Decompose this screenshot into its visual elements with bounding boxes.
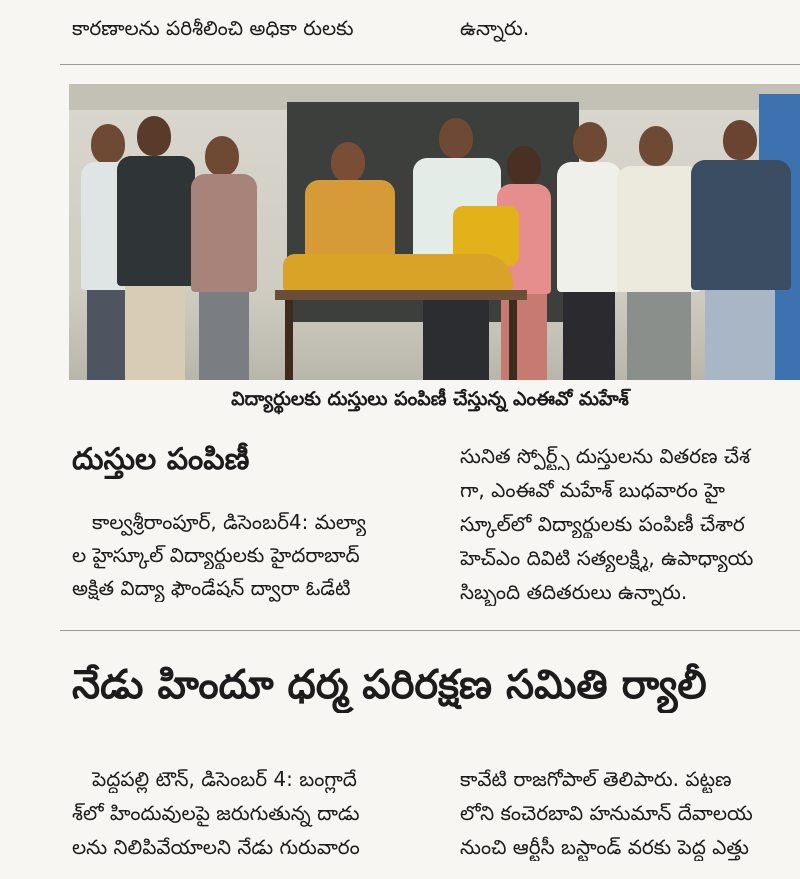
article-1-right-line: స్కూల్‌లో విద్యార్థులకు పంపిణీ చేశార <box>460 512 745 536</box>
article-2-right-line: కావేటి రాజగోపాల్ తెలిపారు. పట్టణ <box>460 767 732 791</box>
article-1-left-line: కాల్వశ్రీరాంపూర్, డిసెంబర్4: మల్యా <box>92 510 367 534</box>
news-photo <box>69 84 800 380</box>
article-2-left-line: పెద్దపల్లి టౌన్, డిసెంబర్ 4: బంగ్లాదే <box>92 767 357 791</box>
prev-article-right-line: ఉన్నారు. <box>460 16 530 40</box>
article-2-left-line: శ్‌లో హిందువులపై జరుగుతున్న దాడు <box>72 801 360 825</box>
article-1-left-line: అక్షిత విద్యా ఫౌండేషన్ ద్వారా ఓడేటి <box>72 576 351 600</box>
photo-caption: విద్యార్థులకు దుస్తులు పంపిణీ చేస్తున్న ఎంఈవో మహేశ్ <box>231 388 629 410</box>
clothes-pile <box>283 254 513 292</box>
article-2-headline: నేడు హిందూ ధర్మ పరిరక్షణ సమితి ర్యాలీ <box>72 662 707 708</box>
article-1-right-line: సునిత స్పోర్ట్స్ దుస్తులను వితరణ చేశ <box>460 444 751 468</box>
prev-article-left-line: కారణాలను పరిశీలించి అధికా రులకు <box>72 16 354 40</box>
article-2-right-line: లోని కంచెరబావి హనుమాన్ దేవాలయ <box>460 801 753 825</box>
section-divider <box>60 64 800 65</box>
article-1-left-line: ల హైస్కూల్ విద్యార్థులకు హైదరాబాద్ <box>72 543 360 567</box>
table <box>275 290 527 300</box>
article-2-right-line: నుంచి ఆర్టీసీ బస్టాండ్ వరకు పెద్ద ఎత్తు <box>460 835 749 859</box>
article-2-left-line: లను నిలిపివేయాలని నేడు గురువారం <box>72 835 360 859</box>
article-1-right-line: హెచ్ఎం దివిటి సత్యలక్ష్మి, ఉపాధ్యాయ <box>460 546 754 570</box>
article-1-headline: దుస్తుల పంపిణీ <box>72 442 250 477</box>
article-1-right-line: సిబ్బంది తదితరులు ఉన్నారు. <box>460 580 688 604</box>
article-1-right-line: గా, ఎంఈవో మహేశ్ బుధవారం హై <box>460 478 725 502</box>
section-divider <box>60 630 800 631</box>
